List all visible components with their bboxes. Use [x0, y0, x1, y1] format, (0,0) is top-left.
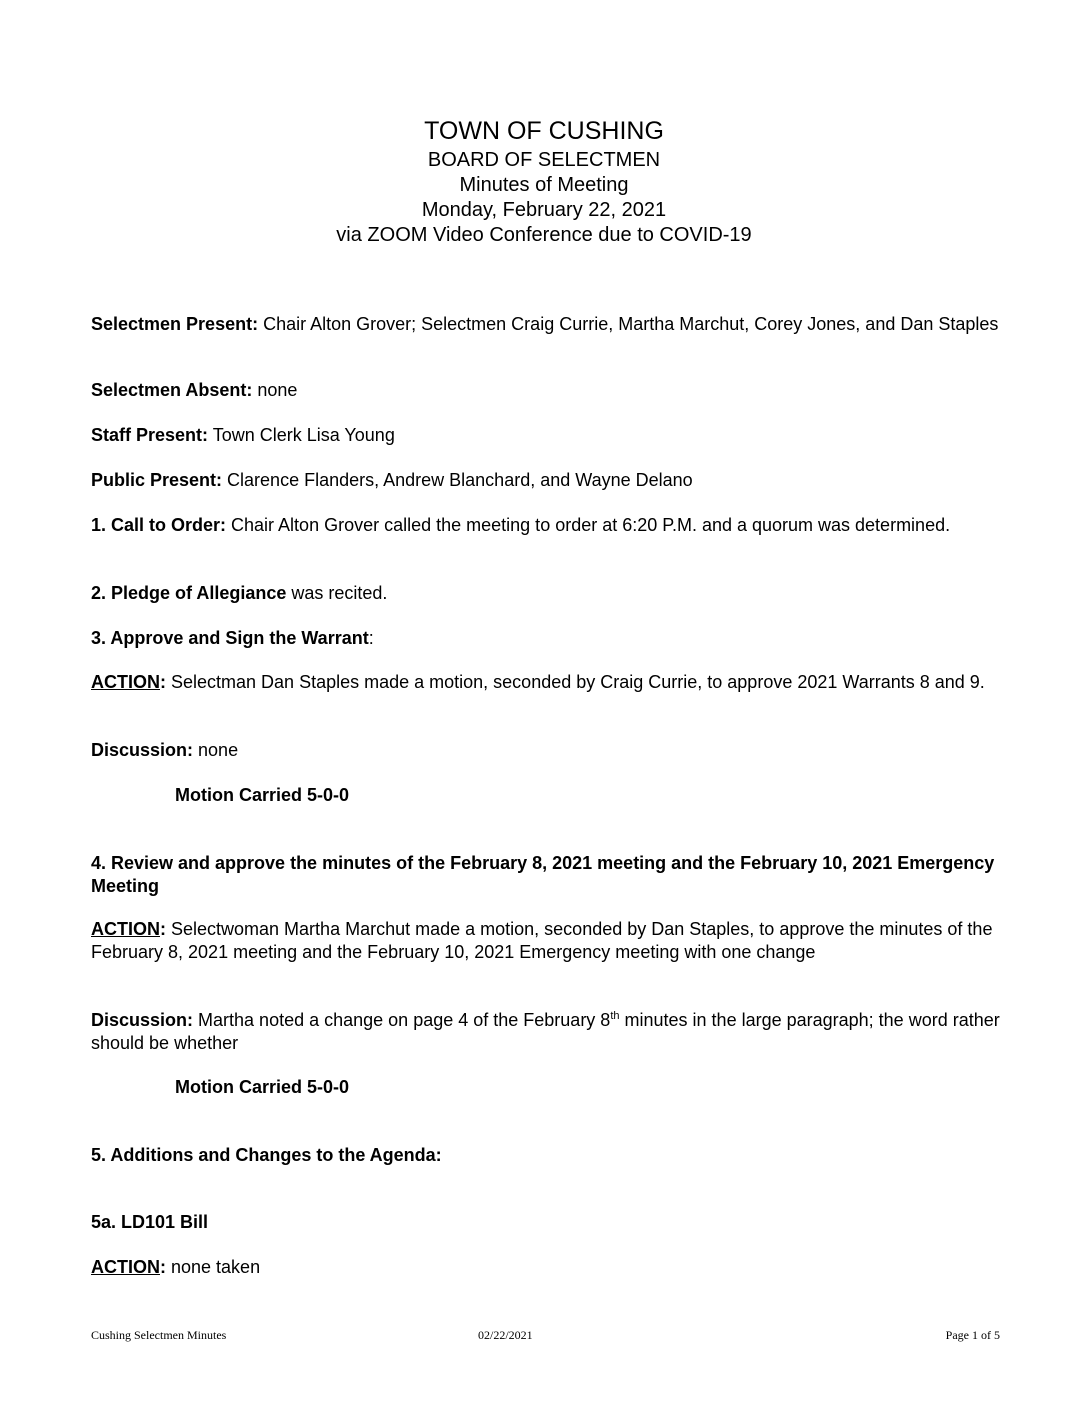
warrant-heading-label: 3. Approve and Sign the Warrant	[91, 628, 369, 648]
staff-present-text: Town Clerk Lisa Young	[208, 425, 395, 445]
motion-carried: Motion Carried 5-0-0	[175, 785, 350, 805]
additions-heading: 5. Additions and Changes to the Agenda:	[91, 1145, 442, 1165]
pledge-of-allegiance	[91, 582, 1001, 605]
minutes-discussion-text-b: minutes in the large paragraph; the word rather should be whether	[91, 1010, 1000, 1053]
staff-present	[91, 424, 1001, 447]
action-colon: :	[160, 672, 166, 692]
warrant-discussion-text: none	[193, 740, 239, 760]
selectmen-absent	[91, 379, 1001, 402]
pledge-label: 2. Pledge of Allegiance	[91, 583, 287, 603]
minutes-action	[91, 918, 1001, 964]
selectmen-absent-text: none	[252, 380, 298, 400]
minutes-review-heading: 4. Review and approve the minutes of the February 8, 2021 meeting and the February 10, 2021 Emergency Meeting	[91, 853, 995, 896]
call-to-order-text: Chair Alton Grover called the meeting to order at 6:20 P.M. and a quorum was determined.	[226, 515, 951, 535]
minutes-action-text: Selectwoman Martha Marchut made a motion, seconded by Dan Staples, to approve the minutes of the February 8, 2021 meeting and the February 10, 2021 Emergency meeting with one change	[91, 919, 993, 962]
footer-title: Cushing Selectmen Minutes	[91, 1328, 227, 1342]
public-present-text: Clarence Flanders, Andrew Blanchard, and Wayne Delano	[222, 470, 693, 490]
town-title: TOWN OF CUSHING	[424, 117, 664, 145]
warrant-heading-colon: :	[368, 628, 374, 648]
action-label: ACTION	[91, 1257, 160, 1277]
discussion-label: Discussion:	[91, 1010, 194, 1030]
discussion-label: Discussion:	[91, 740, 194, 760]
footer-page-number: Page 1 of 5	[945, 1328, 1000, 1342]
footer-date: 02/22/2021	[478, 1328, 533, 1342]
warrant-discussion	[91, 739, 1001, 762]
call-to-order	[91, 514, 1001, 537]
ld101-action	[91, 1256, 1001, 1279]
meeting-date: Monday, February 22, 2021	[421, 199, 667, 221]
warrant-action	[91, 671, 1001, 694]
public-present-label: Public Present:	[91, 470, 223, 490]
pledge-text: was recited.	[286, 583, 388, 603]
action-label: ACTION	[91, 919, 160, 939]
ordinal-suffix: th	[610, 1010, 620, 1022]
selectmen-present	[91, 313, 1001, 336]
action-label: ACTION	[91, 672, 160, 692]
action-colon: :	[160, 919, 166, 939]
action-colon: :	[160, 1257, 166, 1277]
staff-present-label: Staff Present:	[91, 425, 209, 445]
selectmen-present-label: Selectmen Present:	[91, 314, 259, 334]
public-present	[91, 469, 1001, 492]
ld101-heading: 5a. LD101 Bill	[91, 1212, 209, 1232]
document-type: Minutes of Meeting	[459, 174, 629, 196]
board-title: BOARD OF SELECTMEN	[427, 149, 661, 171]
minutes-discussion-text-a: Martha noted a change on page 4 of the February 8	[193, 1010, 611, 1030]
selectmen-present-text: Chair Alton Grover; Selectmen Craig Currie, Martha Marchut, Corey Jones, and Dan Staples	[258, 314, 999, 334]
warrant-action-text: Selectman Dan Staples made a motion, seconded by Craig Currie, to approve 2021 Warrants 8 and 9.	[166, 672, 985, 692]
motion-carried: Motion Carried 5-0-0	[175, 1077, 350, 1097]
ld101-action-text: none taken	[166, 1257, 261, 1277]
minutes-discussion	[91, 1009, 1001, 1055]
call-to-order-label: 1. Call to Order:	[91, 515, 227, 535]
meeting-venue: via ZOOM Video Conference due to COVID-19	[336, 224, 752, 246]
warrant-heading	[91, 627, 1001, 650]
selectmen-absent-label: Selectmen Absent:	[91, 380, 253, 400]
